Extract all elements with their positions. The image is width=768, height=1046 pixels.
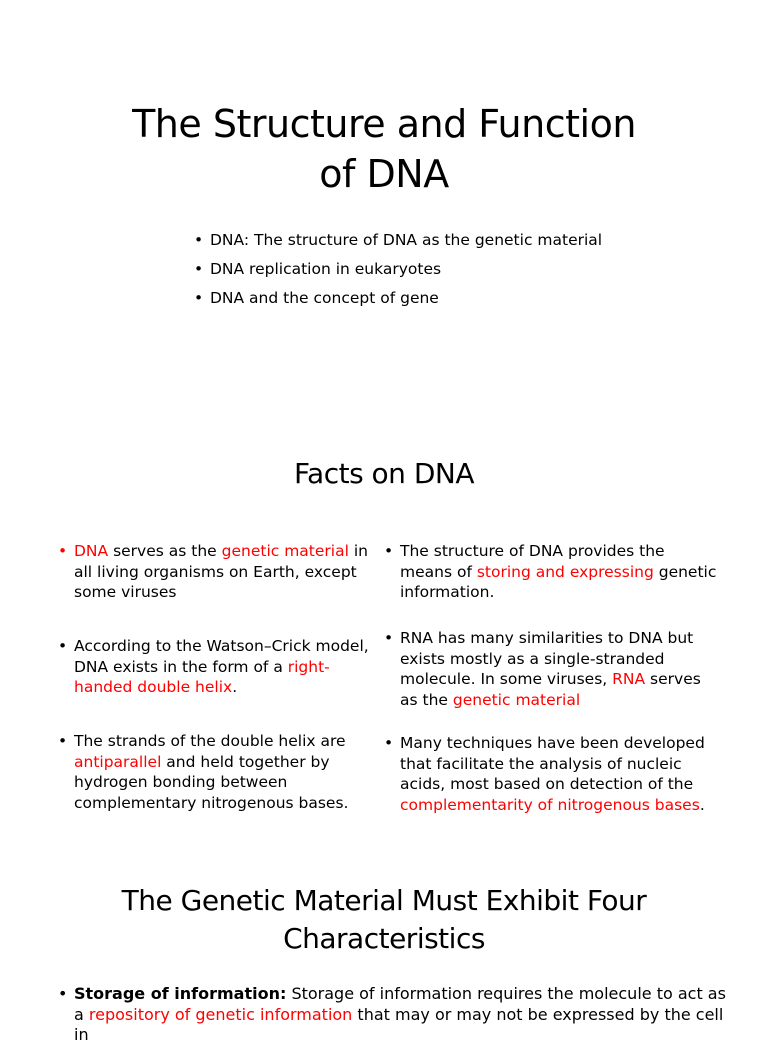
body-text: Storage of information requires the molecule to act as a — [74, 984, 726, 1024]
highlight-text: right-handed double helix — [74, 657, 330, 696]
list-item — [54, 636, 384, 711]
bullet-icon: • — [384, 542, 394, 560]
body-text: and held together by hydrogen bonding between complementary nitrogenous bases. — [74, 752, 349, 812]
facts-left-column — [54, 541, 384, 813]
body-text: genetic information. — [400, 562, 717, 601]
bullet-icon: • — [384, 629, 394, 647]
bullet-icon: • — [58, 984, 68, 1003]
facts-right-column — [380, 541, 720, 815]
list-item — [54, 731, 384, 813]
list-item — [54, 541, 384, 616]
body-text: . — [232, 678, 238, 696]
bullet-icon: • — [58, 637, 68, 655]
body-text: serves as the — [400, 670, 701, 709]
bullet-icon: • — [58, 732, 68, 750]
highlight-text: storing and expressing — [476, 562, 654, 581]
bullet-icon: • — [194, 231, 204, 249]
list-item — [190, 230, 670, 251]
slide-title-four-characteristics — [0, 882, 768, 958]
slide-title-structure-function — [0, 99, 768, 199]
body-text: The strands of the double helix are — [74, 732, 346, 750]
body-text: Many techniques have been developed that facilitate the analysis of nucleic acids, most based on detection of the — [400, 734, 705, 793]
body-text: RNA has many similarities to DNA but exists mostly as a single-stranded molecule. In some viruses, — [400, 629, 694, 688]
body-text: The structure of DNA provides the means of — [400, 542, 665, 581]
title-line-2: Characteristics — [283, 922, 485, 955]
highlight-text: antiparallel — [74, 752, 162, 771]
body-text: serves as the — [108, 542, 222, 560]
list-item — [190, 288, 670, 309]
body-text: that may or may not be expressed by the cell in — [74, 1004, 724, 1044]
intro-bullet-list — [190, 230, 670, 317]
title-line-1: The Genetic Material Must Exhibit Four — [121, 884, 647, 917]
title-line-1: The Structure and Function — [132, 102, 636, 146]
highlight-text: genetic material — [221, 542, 349, 560]
list-item — [380, 541, 720, 616]
bold-lead-text: Storage of information: — [74, 984, 287, 1003]
highlight-text: DNA — [74, 542, 109, 560]
slide-title-facts-on-dna: Facts on DNA — [294, 457, 474, 490]
bullet-icon: • — [58, 542, 68, 560]
body-text: According to the Watson–Crick model, DNA exists in the form of a — [74, 637, 369, 676]
list-item-text: DNA: The structure of DNA as the genetic material — [210, 231, 603, 249]
highlight-text: complementarity of nitrogenous bases — [400, 795, 700, 814]
bullet-icon: • — [384, 734, 394, 752]
body-text: in all living organisms on Earth, except some viruses — [74, 542, 368, 601]
list-item — [380, 733, 720, 815]
body-text: . — [699, 795, 705, 814]
list-item — [54, 984, 734, 1046]
list-item-text: DNA replication in eukaryotes — [210, 260, 442, 278]
list-item — [380, 628, 720, 724]
list-item-text: DNA and the concept of gene — [210, 289, 439, 307]
list-item — [190, 259, 670, 280]
highlight-text: repository of genetic information — [88, 1004, 353, 1024]
characteristics-bullet-list — [54, 984, 734, 1046]
bullet-icon: • — [194, 289, 204, 307]
title-line-2: of DNA — [319, 152, 449, 196]
highlight-text: RNA — [612, 670, 646, 688]
bullet-icon: • — [194, 260, 204, 278]
highlight-text: genetic material — [452, 690, 581, 709]
